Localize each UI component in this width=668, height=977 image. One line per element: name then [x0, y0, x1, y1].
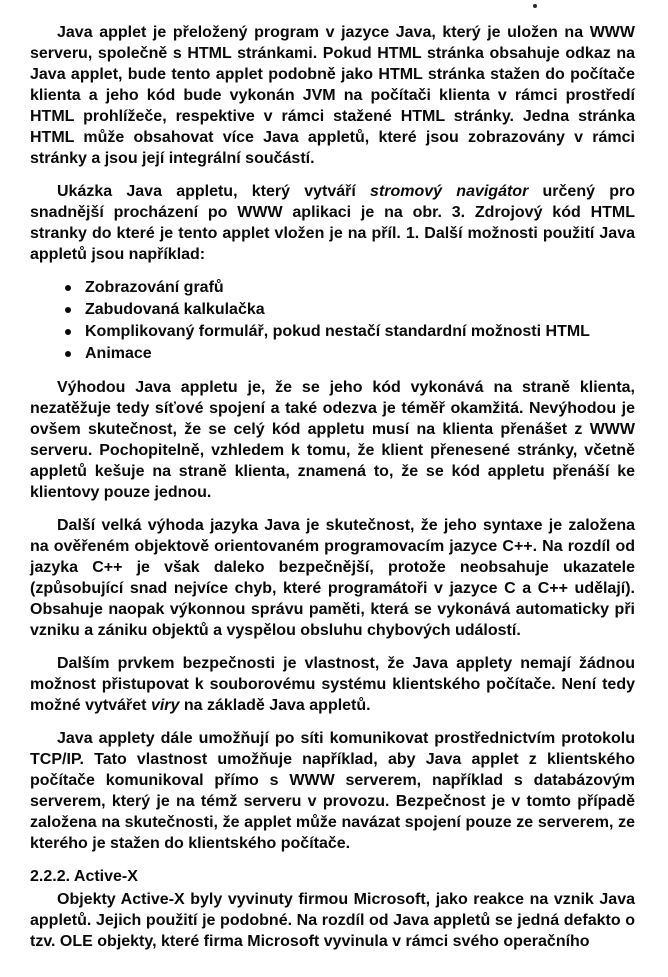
bullet-dot-icon	[65, 329, 71, 335]
text-run: určený pro snadnější procházení po WWW aplikaci je na obr. 3. Zdrojový kód HTML stranky do které je tento applet vložen je na příl. 1. Další možnosti použití Java appletů jsou například:	[30, 183, 635, 263]
text-run: Dalším prvkem bezpečnosti je vlastnost, že Java applety nemají žádnou možnost přistupovat k souborovému systému klientského počítače. Není tedy možné vytvářet	[30, 655, 635, 714]
text-run: Další velká výhoda jazyka Java je skutečnost, že jeho syntaxe je založena na ověřeném objektově orientovaném programovacím jazyce C++. Na rozdíl od jazyka C++ je však daleko bezpečnější, protože neobsahuje ukazatele (způsobující snad nejvíce chyb, které programátoři v jazyce C a C++ udělají). Obsahuje naopak výkonnou správu paměti, která se vykonává automaticky při vzniku a zániku objektů a vyspělou obsluhu chybových událostí.	[30, 517, 635, 639]
text-run: Objekty Active-X byly vyvinuty firmou Microsoft, jako reakce na vznik Java appletů. Jejich použití je podobné. Na rozdíl od Java appletů se jedná defakto o tzv. OLE objekty, které firma Microsoft vyvinula v rámci svého operačního	[30, 891, 635, 950]
section-heading-activex: 2.2.2. Active-X	[30, 868, 138, 885]
scan-artifact-dot	[533, 4, 537, 8]
text-run: Ukázka Java appletu, který vytváří	[57, 183, 371, 200]
paragraph-java-applet-intro	[30, 22, 635, 169]
bullet-list-applet-uses	[30, 277, 635, 365]
paragraph-tcpip-communication	[30, 728, 635, 854]
list-item-label: Animace	[85, 345, 152, 362]
text-run: Java applety dále umožňují po síti komunikovat prostřednictvím protokolu TCP/IP. Tato vlastnost umožňuje například, aby Java applet z klientského počítače komunikoval přímo s WWW serverem, například s databázovým serverem, který je na témž serveru v provozu. Bezpečnost je v tomto případě založena na skutečnosti, že applet může navázat spojení pouze ze serverem, ze kterého je stažen do klientského počítače.	[30, 730, 635, 852]
paragraph-applet-example	[30, 181, 635, 265]
paragraph-applet-advantages	[30, 377, 635, 503]
text-run: Výhodou Java appletu je, že se jeho kód vykonává na straně klienta, nezatěžuje tedy síťové spojení a také odezva je téměř okamžitá. Nevýhodou je ovšem skutečnost, že se celý kód appletu musí na klienta přenášet z WWW serveru. Pochopitelně, vzhledem k tomu, že klient přenesené stránky, včetně appletů kešuje na straně klienta, znamená to, že se kód appletu přenáší ke klientovy pouze jednou.	[30, 379, 635, 501]
italic-term-stromovy-navigator: stromový navigátor	[370, 183, 529, 200]
italic-term-viry: viry	[150, 697, 180, 714]
list-item-label: Zobrazování grafů	[85, 279, 224, 296]
paragraph-security-filesystem	[30, 653, 635, 716]
paragraph-activex-intro	[30, 889, 635, 952]
list-item	[85, 343, 635, 365]
list-item-label: Komplikovaný formulář, pokud nestačí standardní možnosti HTML	[85, 323, 590, 340]
list-item	[85, 299, 635, 321]
bullet-dot-icon	[65, 285, 71, 291]
bullet-dot-icon	[65, 351, 71, 357]
paragraph-java-syntax-safety	[30, 515, 635, 641]
text-run: Java applet je přeložený program v jazyce Java, který je uložen na WWW serveru, společně s HTML stránkami. Pokud HTML stránka obsahuje odkaz na Java applet, bude tento applet podobně jako HTML stránka stažen do počítače klienta a jeho kód bude vykonán JVM na počítači klienta v rámci prostředí HTML prohlížeče, respektive v rámci stažené HTML stránky. Jedna stránka HTML může obsahovat více Java appletů, které jsou zobrazovány v rámci stránky a jsou její integrální součástí.	[30, 24, 635, 167]
text-run: na základě Java appletů.	[179, 697, 371, 714]
bullet-dot-icon	[65, 307, 71, 313]
list-item	[85, 277, 635, 299]
list-item-label: Zabudovaná kalkulačka	[85, 301, 265, 318]
list-item	[85, 321, 635, 343]
